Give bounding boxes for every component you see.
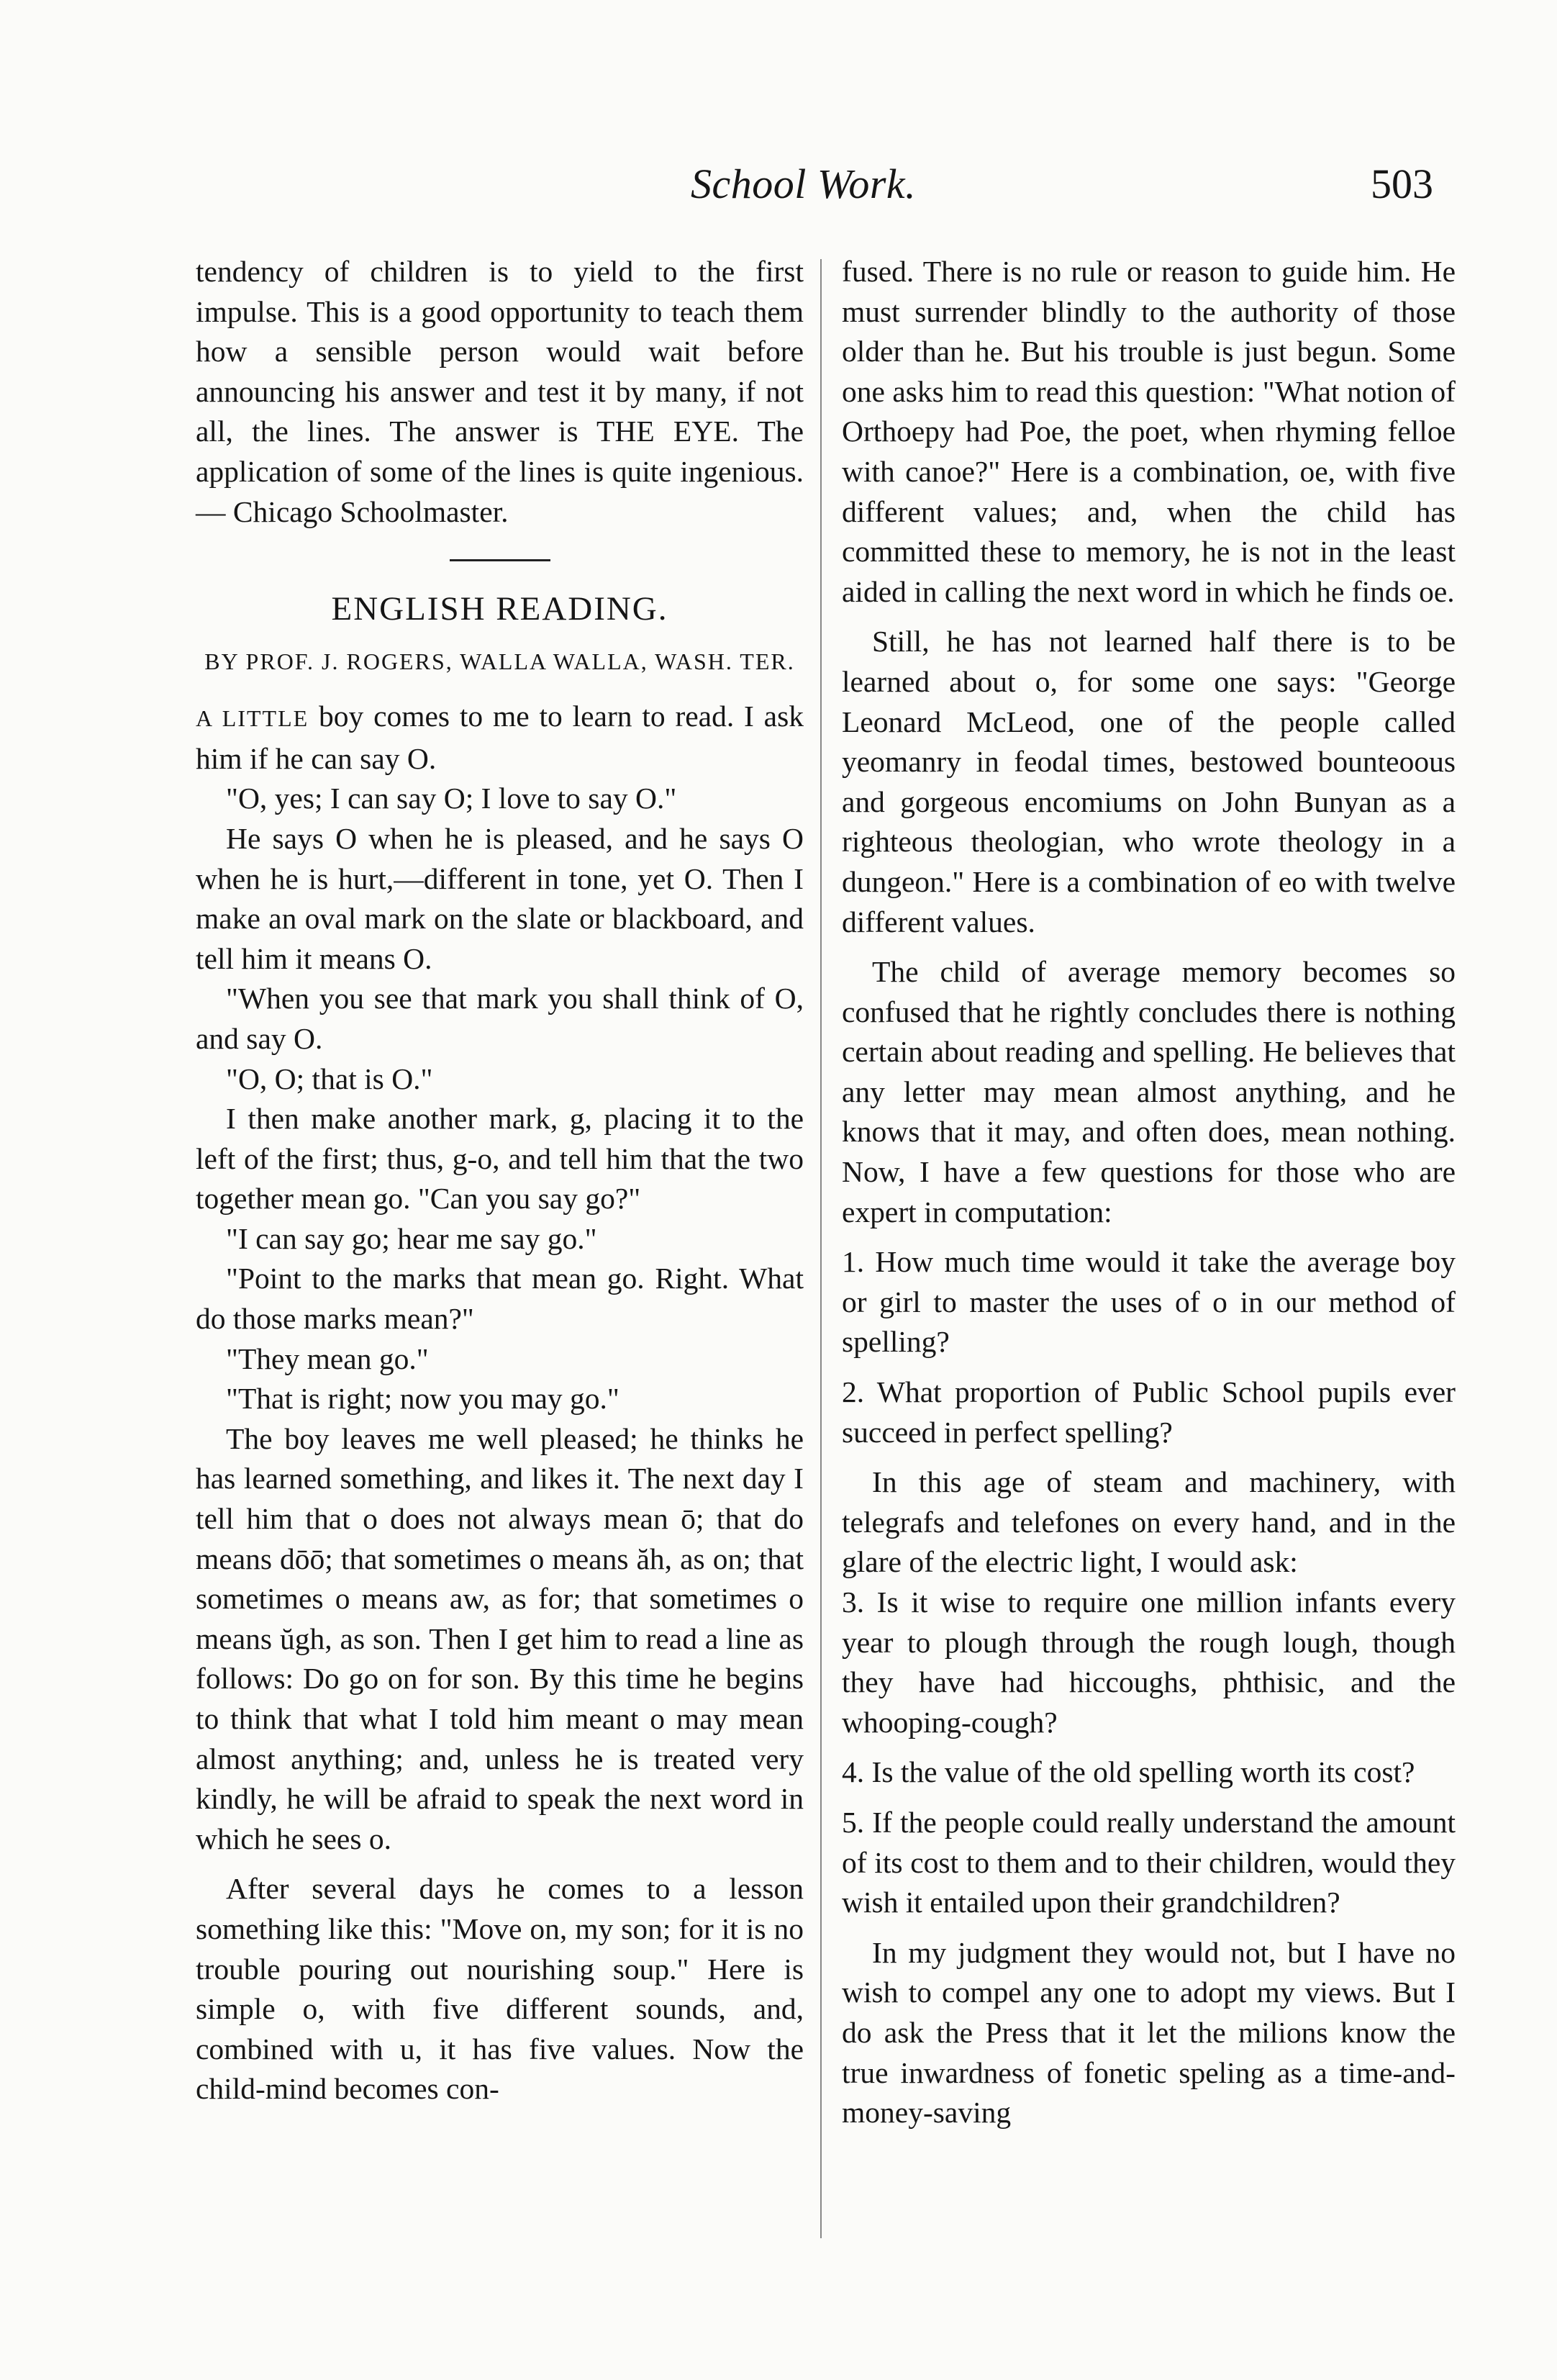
paragraph: The child of average memory becomes so confused that he rightly concludes there is nothing certain about reading and spelling. He believes that any letter may mean almost anything, and he knows that it may, and often does, mean nothing. Now, I have a few questions for those who are expert in computation: [842, 955, 1456, 1229]
numbered-question: 3. Is it wise to require one million infants every year to plough through the rough lough, though they have had hiccoughs, phthisic, and the whooping-cough? [842, 1585, 1456, 1739]
paragraph: In my judgment they would not, but I have no wish to compel any one to adopt my views. But I do ask the Press that it let the milions know the true inwardness of fonetic speling as a time-and-money-saving [842, 1935, 1456, 2130]
numbered-question: 4. Is the value of the old spelling worth its cost? [842, 1755, 1415, 1789]
opening-rest: boy comes to me to learn to read. I ask him if he can say O. [196, 700, 804, 775]
paragraph: In this age of steam and machinery, with telegrafs and telefones on every hand, and in the glare of the electric light, I would ask: [842, 1465, 1456, 1579]
paragraph: "O, O; that is O." [226, 1062, 433, 1095]
opening-paragraph [196, 697, 804, 779]
opening-smallcaps: A LITTLE [196, 705, 309, 732]
paragraph: Still, he has not learned half there is to be learned about o, for some one says: "George Leonard McLeod, one of the people called yeomanry in feodal times, bestowed bounteoous and gorgeous encomiums on John Bunyan as a righteous theologian, who wrote theology in a dungeon." Here is a combination of eo with twelve different values. [842, 625, 1456, 938]
right-column [842, 252, 1456, 2133]
paragraph: "Point to the marks that mean go. Right. What do those marks mean?" [196, 1262, 804, 1336]
page-header [0, 160, 1557, 210]
paragraph: "O, yes; I can say O; I love to say O." [226, 782, 677, 815]
paragraph: fused. There is no rule or reason to guide him. He must surrender blindly to the authority of those older than he. But his trouble is just begun. Some one asks him to read this question: "What notion of Orthoepy had Poe, the poet, when rhyming felloe with canoe?" Here is a combination, oe, with five different values; and, when the child has committed these to memory, he is not in the least aided in calling the next word in which he finds oe. [842, 255, 1456, 608]
section-rule [450, 559, 550, 561]
paragraph: He says O when he is pleased, and he says O when he is hurt,—different in tone, yet O. Then I make an oval mark on the slate or blackboard, and tell him it means O. [196, 821, 804, 975]
paragraph: "They mean go." [226, 1341, 429, 1375]
numbered-question: 1. How much time would it take the average boy or girl to master the uses of o in our method of spelling? [842, 1245, 1456, 1359]
page-number: 503 [1371, 160, 1433, 207]
article-title: ENGLISH READING. [331, 590, 668, 628]
numbered-question: 5. If the people could really understand the amount of its cost to them and to their children, would they wish it entailed upon their grandchildren? [842, 1805, 1456, 1919]
left-column [196, 252, 804, 2109]
running-head: School Work. [691, 160, 917, 207]
paragraph: After several days he comes to a lesson something like this: "Move on, my son; for it is no trouble pouring out nourishing soup." Here is simple o, with five different sounds, and, combined with u, it has five values. Now the child-mind becomes con- [196, 1872, 804, 2106]
column-divider [820, 259, 822, 2238]
paragraph: The boy leaves me well pleased; he thinks he has learned something, and likes it. The next day I tell him that o does not always mean ō; that do means dōō; that sometimes o means ăh, as on; that sometimes o means aw, as for; that sometimes o means ŭgh, as son. Then I get him to read a line as follows: Do go on for son. By this time he begins to think that what I told him meant o may mean almost anything; and, unless he is treated very kindly, he will be afraid to speak the next word in which he sees o. [196, 1421, 804, 1855]
paragraph: I then make another mark, g, placing it to the left of the first; thus, g-o, and tell him that the two together mean go. "Can you say go?" [196, 1102, 804, 1216]
byline: BY PROF. J. ROGERS, WALLA WALLA, WASH. TER. [204, 648, 795, 675]
paragraph: "I can say go; hear me say go." [226, 1221, 597, 1255]
paragraph: "When you see that mark you shall think of O, and say O. [196, 982, 804, 1055]
numbered-question: 2. What proportion of Public School pupils ever succeed in perfect spelling? [842, 1375, 1456, 1449]
continued-paragraph: tendency of children is to yield to the first impulse. This is a good opportunity to teach them how a sensible person would wait before announcing his answer and test it by many, if not all, the lines. The answer is THE EYE. The application of some of the lines is quite ingenious. — Chicago Schoolmaster. [196, 255, 804, 528]
paragraph: "That is right; now you may go." [226, 1382, 619, 1416]
